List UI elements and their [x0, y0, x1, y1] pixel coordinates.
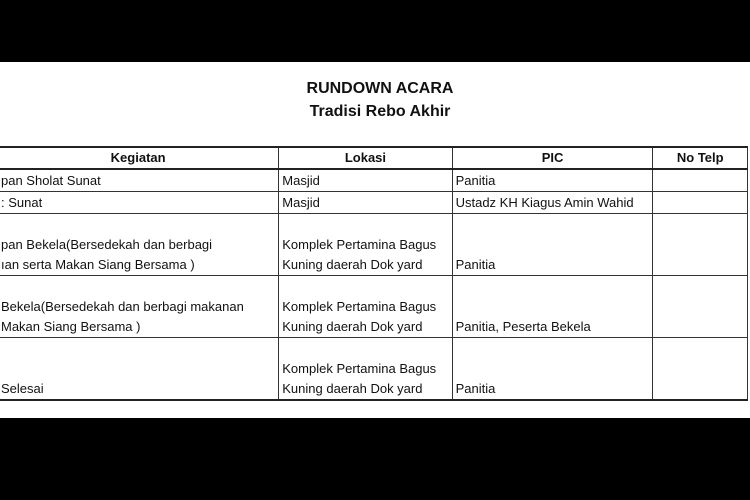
document-subtitle: Tradisi Rebo Akhir	[309, 103, 451, 120]
header-pic: PIC	[452, 147, 653, 169]
cell-pic	[452, 169, 653, 192]
table-row	[0, 276, 748, 338]
cell-telp-line	[656, 255, 744, 275]
cell-pic-line: Panitia	[455, 381, 496, 396]
cell-kegiatan	[0, 192, 279, 214]
header-telp: No Telp	[653, 147, 748, 169]
table-row	[0, 214, 748, 276]
cell-kegiatan-line: Bekela(Bersedekah dan berbagi makanan	[1, 299, 244, 314]
cell-telp-line	[656, 317, 744, 337]
cell-kegiatan	[0, 214, 279, 276]
cell-kegiatan-line: Makan Siang Bersama )	[1, 319, 141, 334]
cell-lokasi-line: Masjid	[282, 195, 320, 210]
cell-kegiatan	[0, 338, 279, 401]
cell-kegiatan-line: ıan serta Makan Siang Bersama )	[1, 257, 195, 272]
cell-lokasi	[279, 338, 452, 401]
cell-telp	[653, 338, 748, 401]
cell-lokasi	[279, 276, 452, 338]
table-row	[0, 338, 748, 401]
cell-lokasi-line: Kuning daerah Dok yard	[282, 381, 423, 396]
document-sheet	[0, 62, 750, 418]
cell-pic-line: Panitia	[455, 173, 496, 188]
header-lokasi: Lokasi	[279, 147, 452, 169]
cell-lokasi	[279, 214, 452, 276]
cell-lokasi-line: Kuning daerah Dok yard	[282, 257, 423, 272]
cell-telp-line	[656, 379, 744, 399]
cell-kegiatan	[0, 169, 279, 192]
cell-lokasi-line: Masjid	[282, 173, 320, 188]
cell-kegiatan-line: Selesai	[1, 381, 44, 396]
table-row	[0, 192, 748, 214]
cell-kegiatan	[0, 276, 279, 338]
cell-kegiatan-line: : Sunat	[1, 195, 43, 210]
cell-telp	[653, 214, 748, 276]
cell-telp-line	[656, 171, 744, 191]
cell-lokasi-line: Komplek Pertamina Bagus	[282, 361, 437, 376]
cell-lokasi	[279, 169, 452, 192]
cell-pic	[452, 192, 653, 214]
cell-pic-line: Ustadz KH Kiagus Amin Wahid	[455, 195, 634, 210]
header-kegiatan: Kegiatan	[0, 147, 279, 169]
cell-telp	[653, 192, 748, 214]
cell-telp	[653, 276, 748, 338]
cell-pic	[452, 276, 653, 338]
rundown-table	[0, 146, 748, 401]
table-row	[0, 169, 748, 192]
cell-lokasi-line: Komplek Pertamina Bagus	[282, 299, 437, 314]
document-title: RUNDOWN ACARA	[306, 80, 454, 97]
table-header-row	[0, 147, 748, 169]
cell-telp	[653, 169, 748, 192]
cell-lokasi-line: Komplek Pertamina Bagus	[282, 237, 437, 252]
cell-lokasi	[279, 192, 452, 214]
cell-kegiatan-line: pan Bekela(Bersedekah dan berbagi	[1, 237, 213, 252]
cell-pic	[452, 338, 653, 401]
cell-kegiatan-line: pan Sholat Sunat	[1, 173, 101, 188]
cell-telp-line	[656, 193, 744, 213]
cell-lokasi-line: Kuning daerah Dok yard	[282, 319, 423, 334]
cell-pic-line: Panitia, Peserta Bekela	[455, 319, 591, 334]
cell-pic	[452, 214, 653, 276]
cell-pic-line: Panitia	[455, 257, 496, 272]
